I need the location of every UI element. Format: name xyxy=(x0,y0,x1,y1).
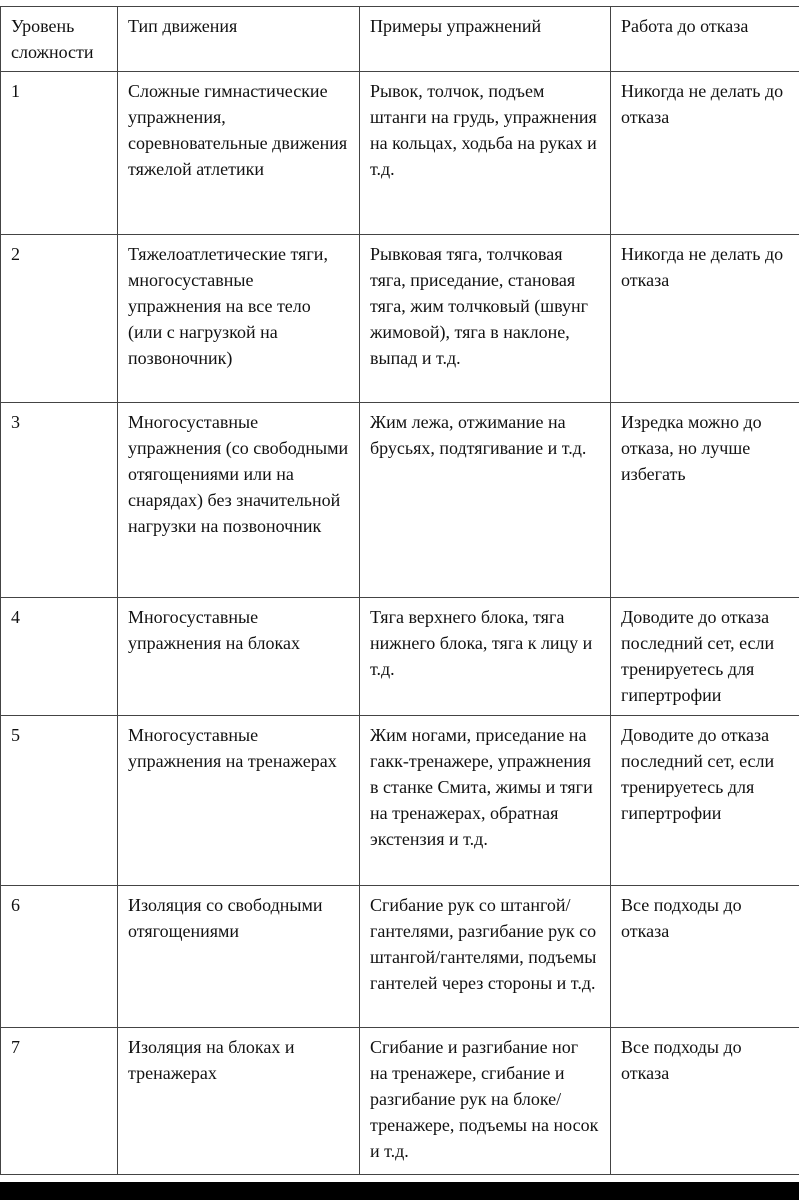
cell-level: 1 xyxy=(1,72,118,235)
header-work-to-failure: Работа до отказа xyxy=(611,7,799,72)
cell-failure: Все подходы до отказа xyxy=(611,1028,799,1175)
table-row xyxy=(1,598,799,716)
cell-examples: Жим лежа, отжимание на брусьях, подтягивание и т.д. xyxy=(360,403,611,598)
cell-movement-type: Многосуставные упражнения на блоках xyxy=(118,598,360,716)
cell-failure: Доводите до отказа последний сет, если тренируетесь для гипертрофии xyxy=(611,716,799,886)
cell-examples: Сгибание и разгибание ног на тренажере, сгибание и разгибание рук на блоке/тренажере, подъемы на носок и т.д. xyxy=(360,1028,611,1175)
table-row xyxy=(1,1028,799,1175)
cell-examples: Рывковая тяга, толчковая тяга, приседание, становая тяга, жим толчковый (швунг жимовой), тяга в наклоне, выпад и т.д. xyxy=(360,235,611,403)
cell-examples: Тяга верхнего блока, тяга нижнего блока, тяга к лицу и т.д. xyxy=(360,598,611,716)
cell-examples: Жим ногами, приседание на гакк-тренажере, упражнения в станке Смита, жимы и тяги на тренажерах, обратная экстензия и т.д. xyxy=(360,716,611,886)
cell-failure: Никогда не делать до отказа xyxy=(611,72,799,235)
cell-level: 4 xyxy=(1,598,118,716)
cell-level: 6 xyxy=(1,886,118,1028)
table-row xyxy=(1,716,799,886)
header-movement-type: Тип движения xyxy=(118,7,360,72)
header-level: Уровень сложности xyxy=(1,7,118,72)
cell-failure: Все подходы до отказа xyxy=(611,886,799,1028)
table-row xyxy=(1,403,799,598)
header-exercise-examples: Примеры упражнений xyxy=(360,7,611,72)
cell-level: 2 xyxy=(1,235,118,403)
table-row xyxy=(1,886,799,1028)
table-header-row xyxy=(1,7,799,72)
cell-movement-type: Многосуставные упражнения на тренажерах xyxy=(118,716,360,886)
cell-examples: Сгибание рук со штангой/ гантелями, разгибание рук со штангой/гантелями, подъемы гантелей через стороны и т.д. xyxy=(360,886,611,1028)
bottom-black-bar xyxy=(0,1182,799,1200)
cell-examples: Рывок, толчок, подъем штанги на грудь, упражнения на кольцах, ходьба на руках и т.д. xyxy=(360,72,611,235)
cell-level: 3 xyxy=(1,403,118,598)
cell-failure: Никогда не делать до отказа xyxy=(611,235,799,403)
cell-level: 5 xyxy=(1,716,118,886)
cell-movement-type: Изоляция на блоках и тренажерах xyxy=(118,1028,360,1175)
cell-movement-type: Сложные гимнастические упражнения, соревновательные движения тяжелой атлетики xyxy=(118,72,360,235)
cell-movement-type: Тяжелоатлетические тяги, многосуставные упражнения на все тело (или с нагрузкой на позвоночник) xyxy=(118,235,360,403)
table-row xyxy=(1,72,799,235)
cell-level: 7 xyxy=(1,1028,118,1175)
table-row xyxy=(1,235,799,403)
cell-movement-type: Изоляция со свободными отягощениями xyxy=(118,886,360,1028)
cell-movement-type: Многосуставные упражнения (со свободными отягощениями или на снарядах) без значительной нагрузки на позвоночник xyxy=(118,403,360,598)
exercise-difficulty-table xyxy=(0,6,799,1175)
cell-failure: Доводите до отказа последний сет, если тренируетесь для гипертрофии xyxy=(611,598,799,716)
cell-failure: Изредка можно до отказа, но лучше избегать xyxy=(611,403,799,598)
